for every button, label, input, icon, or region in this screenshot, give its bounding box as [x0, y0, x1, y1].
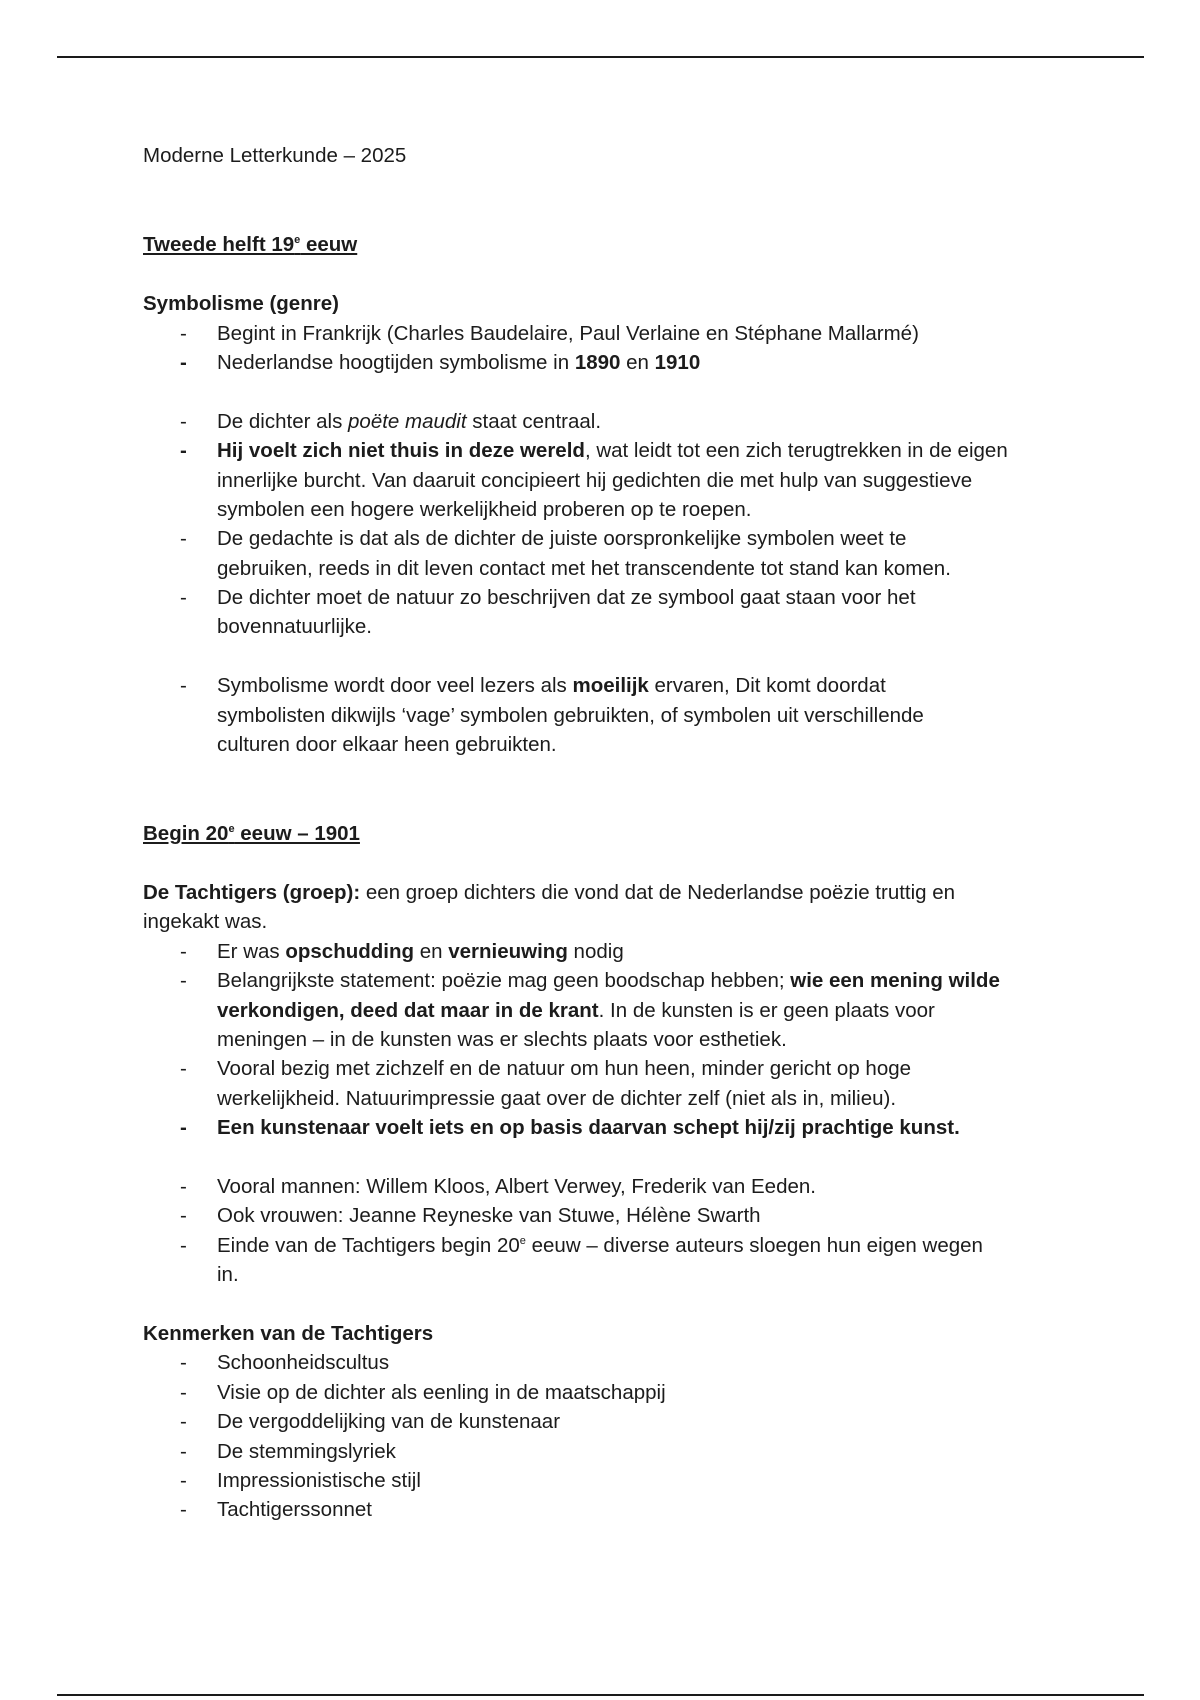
subheading-symbolisme: Symbolisme (genre) — [143, 292, 339, 315]
header-rule — [57, 56, 1144, 58]
document-title: Moderne Letterkunde – 2025 — [143, 144, 407, 167]
tachtigers-intro: De Tachtigers (groep): een groep dichters die vond dat de Nederlandse poëzie truttig en — [143, 881, 956, 904]
subheading-kenmerken: Kenmerken van de Tachtigers — [143, 1322, 434, 1345]
section-heading-19th-century: Tweede helft 19e eeuw — [143, 233, 358, 256]
footer-rule — [57, 1694, 1144, 1696]
section-heading-20th-century: Begin 20e eeuw – 1901 — [143, 822, 360, 845]
tachtigers-intro-continued: ingekakt was. — [143, 910, 268, 933]
